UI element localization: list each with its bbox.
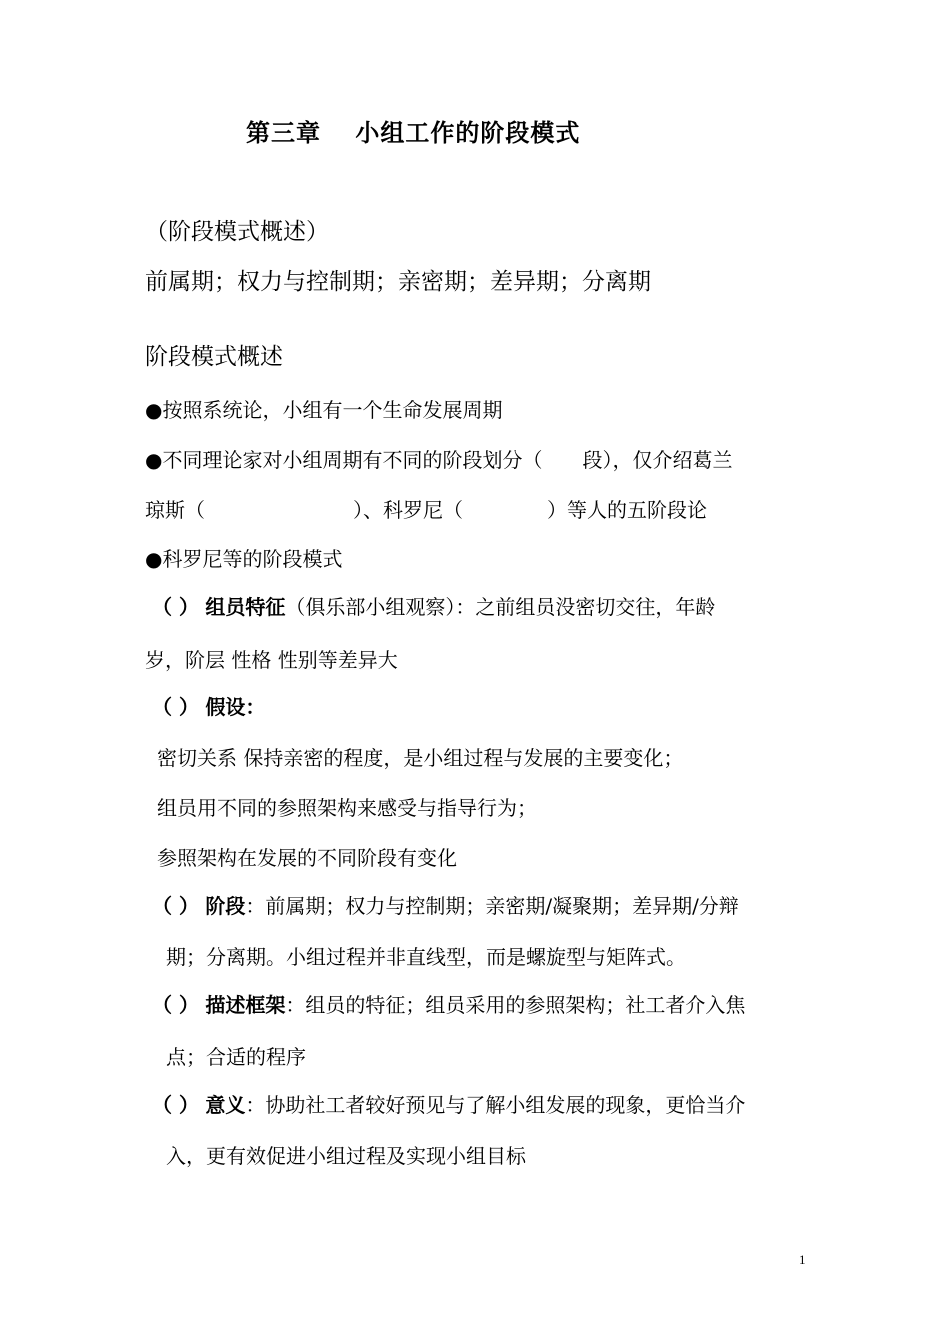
item-label: 描述框架 <box>205 993 286 1017</box>
stages-summary-line: 前属期；权力与控制期；亲密期；差异期；分离期 <box>145 269 651 295</box>
item-marker: （ ） <box>152 993 199 1017</box>
item-colon: ： <box>245 695 266 719</box>
chapter-title: 第三章 小组工作的阶段模式 <box>246 119 581 147</box>
section-heading: 阶段模式概述 <box>145 344 283 370</box>
item-significance-cont: 入，更有效促进小组过程及实现小组目标 <box>166 1144 526 1168</box>
overview-paren-heading: （阶段模式概述） <box>145 219 329 245</box>
assumption-line-1: 密切关系 保持亲密的程度，是小组过程与发展的主要变化； <box>157 746 684 770</box>
item-significance <box>152 1095 745 1115</box>
item-marker: （ ） <box>152 695 199 719</box>
item-assumptions <box>152 697 265 717</box>
item-label: 阶段 <box>205 894 246 918</box>
assumption-line-3: 参照架构在发展的不同阶段有变化 <box>157 846 457 870</box>
item-description-framework <box>152 995 745 1015</box>
item-marker: （ ） <box>152 595 199 619</box>
bullet-system-theory: ●按照系统论，小组有一个生命发展周期 <box>145 398 503 422</box>
item-text: ：前属期；权力与控制期；亲密期/凝聚期；差异期/分辩 <box>245 894 739 918</box>
bullet-theorists: ●不同理论家对小组周期有不同的阶段划分（ 段），仅介绍葛兰 <box>145 448 733 472</box>
item-stages-cont: 期；分离期。小组过程并非直线型，而是螺旋型与矩阵式。 <box>166 945 686 969</box>
bullet2-part-c: ）等人的五阶段论 <box>547 498 707 522</box>
item-label: 组员特征 <box>205 595 286 619</box>
item-marker: （ ） <box>152 1093 199 1117</box>
item-text: （俱乐部小组观察）：之前组员没密切交往，年龄 <box>285 595 716 619</box>
item-label: 假设 <box>205 695 246 719</box>
item-text: ：协助社工者较好预见与了解小组发展的现象，更恰当介 <box>245 1093 746 1117</box>
page-number: 1 <box>799 1252 806 1267</box>
item-stages <box>152 896 739 916</box>
item-marker: （ ） <box>152 894 199 918</box>
item-member-characteristics <box>152 597 715 617</box>
item-description-framework-cont: 点；合适的程序 <box>166 1045 306 1069</box>
bullet-theorists-continued <box>145 500 707 520</box>
item-label: 意义 <box>205 1093 246 1117</box>
item-member-characteristics-cont: 岁，阶层 性格 性别等差异大 <box>145 648 398 672</box>
bullet2-part-b: ）、科罗尼（ <box>353 498 463 522</box>
assumption-line-2: 组员用不同的参照架构来感受与指导行为； <box>157 796 537 820</box>
bullet-stage-model: ●科罗尼等的阶段模式 <box>145 547 343 571</box>
item-text: ：组员的特征；组员采用的参照架构；社工者介入焦 <box>285 993 746 1017</box>
bullet2-part-a: 琼斯（ <box>145 498 205 522</box>
